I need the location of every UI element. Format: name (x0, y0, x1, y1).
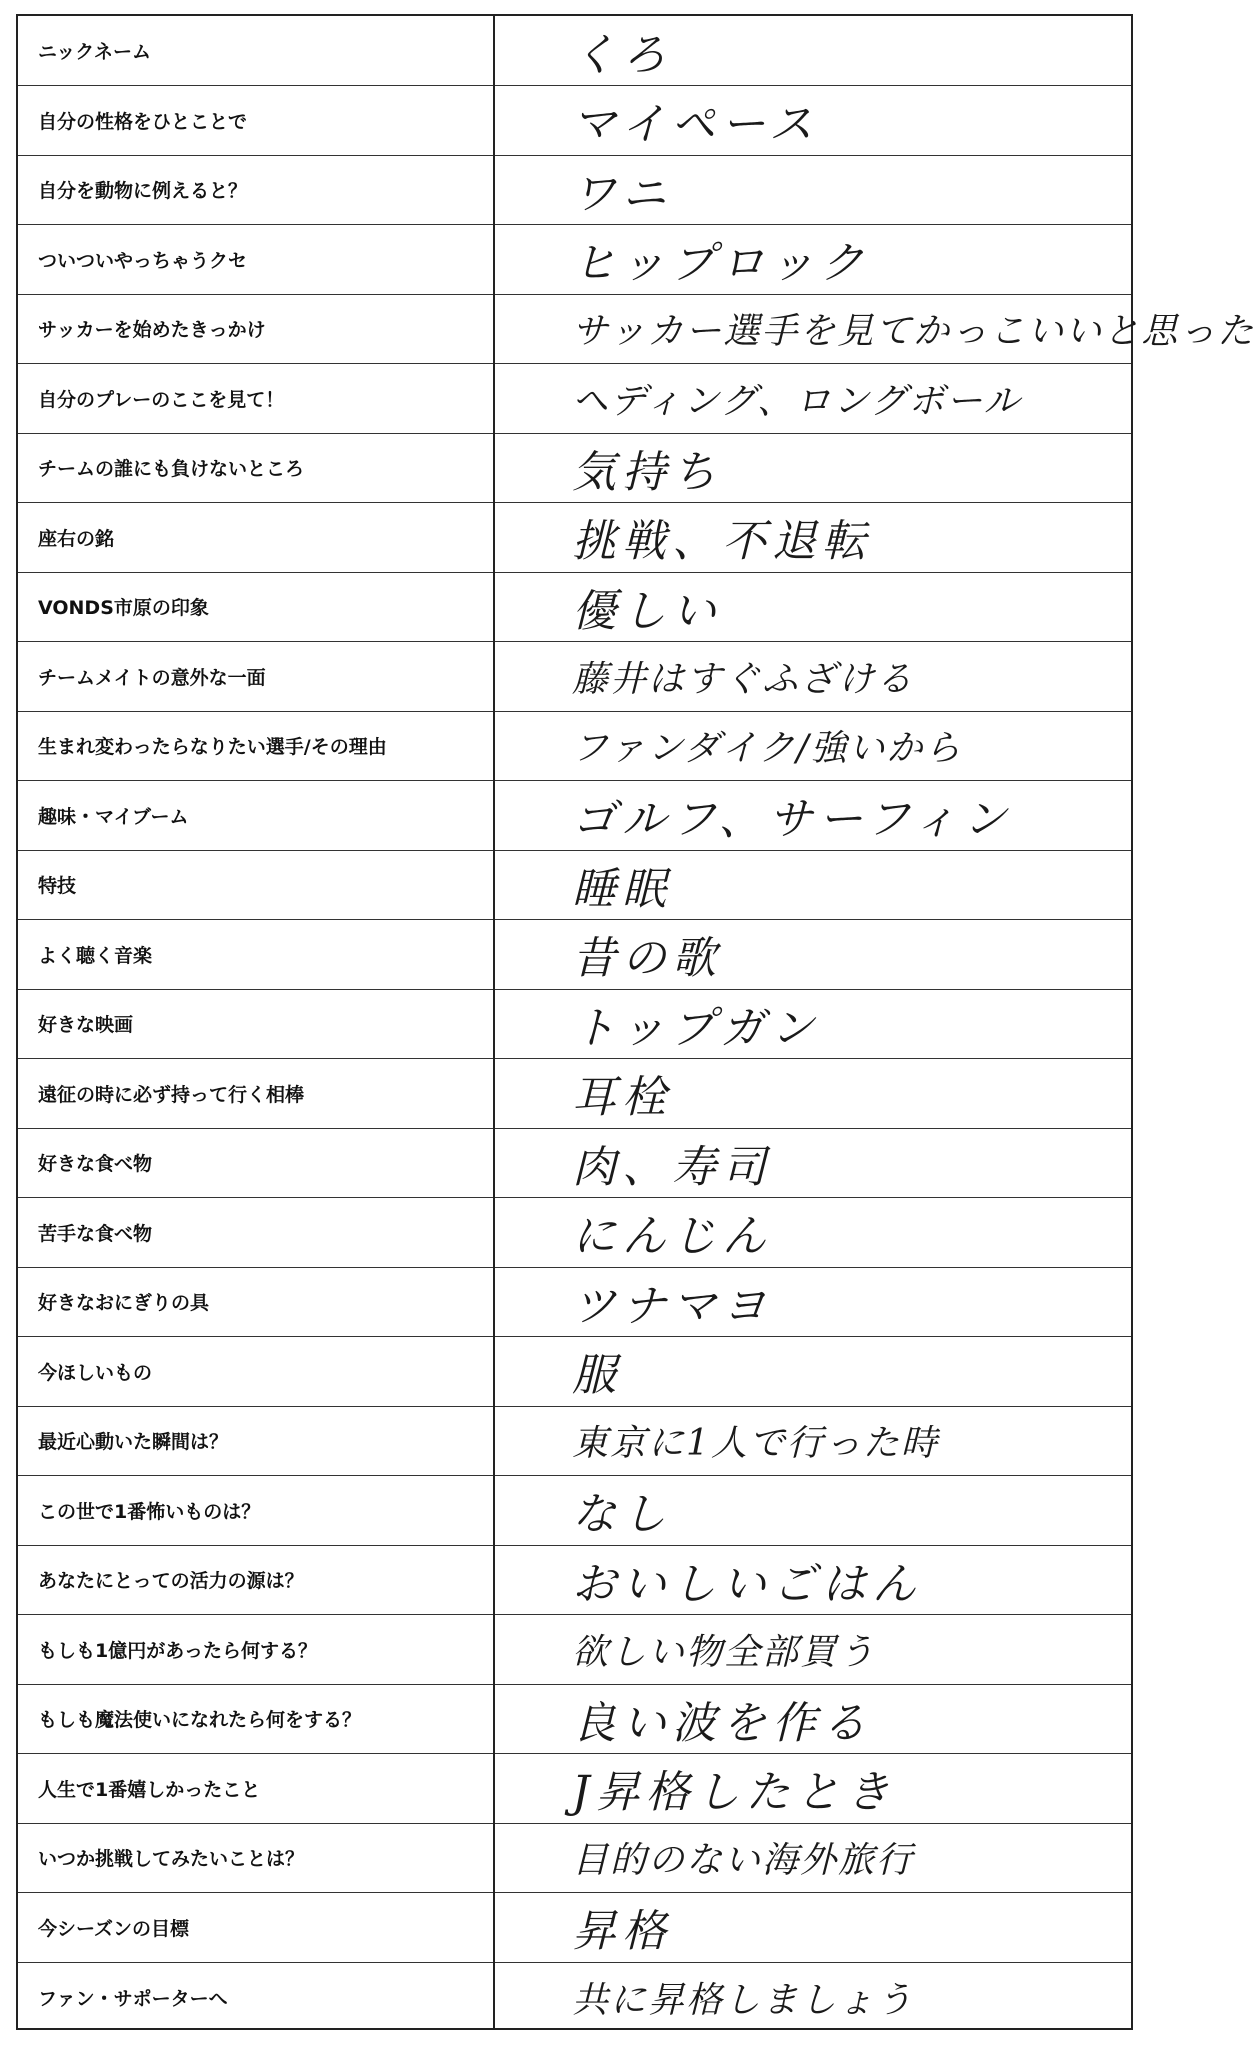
question-label: ニックネーム (18, 16, 514, 86)
handwritten-answer: サッカー選手を見てかっこいいと思った (514, 294, 1131, 364)
question-label: チームの誰にも負けないところ (18, 433, 514, 503)
table-row (18, 781, 1131, 851)
questionnaire-sheet (16, 14, 1255, 2030)
table-row (18, 1476, 1131, 1546)
handwritten-answer: ワニ (514, 155, 1131, 225)
table-row (18, 1962, 1131, 2032)
handwritten-answer: 藤井はすぐふざける (514, 642, 1131, 712)
table-row (18, 225, 1131, 295)
question-label: 自分のプレーのここを見て！ (18, 364, 514, 434)
table-row (18, 1545, 1131, 1615)
question-label: 自分を動物に例えると？ (18, 155, 514, 225)
question-label: 自分の性格をひとことで (18, 86, 514, 156)
question-label: 特技 (18, 850, 514, 920)
question-label: チームメイトの意外な一面 (18, 642, 514, 712)
question-label: ついついやっちゃうクセ (18, 225, 514, 295)
question-label: 人生で1番嬉しかったこと (18, 1754, 514, 1824)
table-row (18, 16, 1131, 86)
table-row (18, 1198, 1131, 1268)
question-label: もしも1億円があったら何する？ (18, 1615, 514, 1685)
handwritten-answer: 睡眠 (514, 850, 1131, 920)
question-label: 苦手な食べ物 (18, 1198, 514, 1268)
table-row (18, 433, 1131, 503)
handwritten-answer: 優しい (514, 572, 1131, 642)
table-row (18, 711, 1131, 781)
table-row (18, 294, 1131, 364)
question-label: 好きなおにぎりの具 (18, 1267, 514, 1337)
table-row (18, 1823, 1131, 1893)
handwritten-answer: 気持ち (514, 433, 1131, 503)
table-row (18, 572, 1131, 642)
handwritten-answer: 挑戦、不退転 (514, 503, 1131, 573)
table-row (18, 1267, 1131, 1337)
table-row (18, 1128, 1131, 1198)
handwritten-answer: 共に昇格しましょう (572, 1979, 915, 2021)
handwritten-answer: 服 (514, 1337, 1131, 1407)
question-label: 座右の銘 (18, 503, 514, 573)
handwritten-answer: トップガン (514, 989, 1131, 1059)
question-label: 今シーズンの目標 (18, 1893, 514, 1963)
table-row (18, 920, 1131, 990)
table-row (18, 86, 1131, 156)
table-row (18, 155, 1131, 225)
question-label: よく聴く音楽 (18, 920, 514, 990)
handwritten-answer: なし (514, 1476, 1131, 1546)
handwritten-answer: 耳栓 (514, 1059, 1131, 1129)
handwritten-answer: 昇格 (514, 1893, 1131, 1963)
handwritten-answer: ヒップロック (514, 225, 1131, 295)
handwritten-answer: 東京に1人で行った時 (514, 1406, 1131, 1476)
table-row (18, 1754, 1131, 1824)
question-label: ファン・サポーターへ (38, 1987, 228, 2010)
table-row (18, 1615, 1131, 1685)
handwritten-answer: くろ (514, 16, 1131, 86)
table-row (18, 1406, 1131, 1476)
question-label: 好きな食べ物 (18, 1128, 514, 1198)
handwritten-answer: おいしいごはん (514, 1545, 1131, 1615)
table-row (18, 1059, 1131, 1129)
table-row (18, 989, 1131, 1059)
handwritten-answer: ゴルフ、サーフィン (514, 781, 1131, 851)
handwritten-answer: J昇格したとき (514, 1754, 1131, 1824)
handwritten-answer: ヘディング、ロングボール (514, 364, 1131, 434)
handwritten-answer: にんじん (514, 1198, 1131, 1268)
handwritten-answer: ファンダイク/強いから (514, 711, 1131, 781)
question-label: 遠征の時に必ず持って行く相棒 (18, 1059, 514, 1129)
handwritten-answer: 欲しい物全部買う (514, 1615, 1131, 1685)
table-row (18, 503, 1131, 573)
table-row (18, 850, 1131, 920)
question-label: 今ほしいもの (18, 1337, 514, 1407)
table-row (18, 1684, 1131, 1754)
questionnaire-table (18, 16, 1255, 2032)
column-divider (493, 16, 495, 2028)
question-label: VONDS市原の印象 (18, 572, 514, 642)
handwritten-answer: マイペース (514, 86, 1131, 156)
handwritten-answer: 良い波を作る (514, 1684, 1131, 1754)
question-label: いつか挑戦してみたいことは？ (18, 1823, 514, 1893)
handwritten-answer: ツナマヨ (514, 1267, 1131, 1337)
question-label: あなたにとっての活力の源は？ (18, 1545, 514, 1615)
table-row (18, 642, 1131, 712)
question-label: 最近心動いた瞬間は？ (18, 1406, 514, 1476)
question-label: 好きな映画 (18, 989, 514, 1059)
question-label: 生まれ変わったらなりたい選手/その理由 (18, 711, 514, 781)
question-label: 趣味・マイブーム (18, 781, 514, 851)
table-row (18, 364, 1131, 434)
table-row (18, 1893, 1131, 1963)
handwritten-answer: 昔の歌 (514, 920, 1131, 990)
handwritten-answer: 目的のない海外旅行 (514, 1823, 1131, 1893)
question-label: サッカーを始めたきっかけ (18, 294, 514, 364)
question-label: もしも魔法使いになれたら何をする？ (18, 1684, 514, 1754)
question-label: この世で1番怖いものは？ (18, 1476, 514, 1546)
handwritten-answer: 肉、寿司 (514, 1128, 1131, 1198)
table-row (18, 1337, 1131, 1407)
